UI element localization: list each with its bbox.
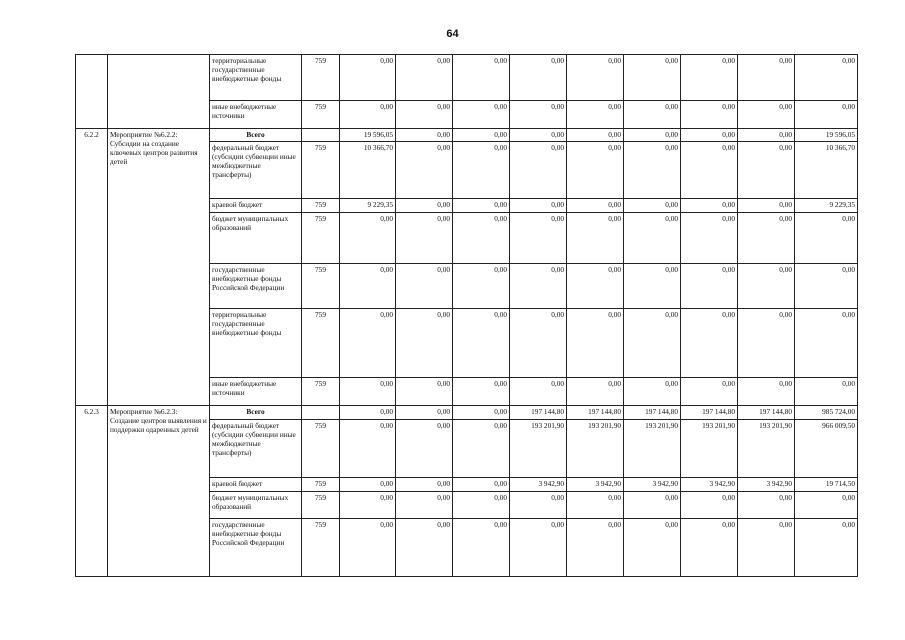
year-value: 0,00 [396, 101, 453, 129]
year-value: 0,00 [510, 142, 567, 199]
budget-code: 759 [302, 420, 340, 478]
funding-source: государственные внебюджетные фонды Российской Федерации [210, 264, 302, 309]
measure-number: 6.2.3 [76, 406, 108, 577]
year-value: 0,00 [624, 129, 681, 142]
year-value: 197 144,80 [681, 406, 738, 420]
total-value: 0,00 [795, 378, 858, 406]
budget-code: 759 [302, 101, 340, 129]
year-value: 0,00 [396, 519, 453, 577]
budget-code: 759 [302, 378, 340, 406]
year-value: 0,00 [453, 420, 510, 478]
funding-source: иные внебюджетные источники [210, 101, 302, 129]
budget-code: 759 [302, 264, 340, 309]
measure-number [76, 55, 108, 129]
budget-table-body [76, 55, 858, 577]
year-value: 0,00 [453, 213, 510, 264]
table-row [76, 129, 858, 142]
year-value: 0,00 [510, 378, 567, 406]
year-value: 0,00 [624, 213, 681, 264]
total-value: 19 596,05 [795, 129, 858, 142]
year-value: 0,00 [396, 378, 453, 406]
year-value: 0,00 [738, 519, 795, 577]
funding-source: государственные внебюджетные фонды Российской Федерации [210, 519, 302, 577]
year-value: 0,00 [453, 199, 510, 213]
year-value: 0,00 [396, 420, 453, 478]
table-row [76, 55, 858, 101]
total-value: 0,00 [795, 492, 858, 519]
year-value: 0,00 [738, 101, 795, 129]
funding-source: территориальные государственные внебюджетные фонды [210, 309, 302, 378]
year-value: 0,00 [510, 309, 567, 378]
year-value: 3 942,90 [624, 478, 681, 492]
year-value: 0,00 [396, 199, 453, 213]
year-value: 0,00 [340, 264, 396, 309]
year-value: 0,00 [567, 101, 624, 129]
year-value: 0,00 [738, 309, 795, 378]
year-value: 0,00 [681, 213, 738, 264]
year-value: 0,00 [681, 264, 738, 309]
year-value: 0,00 [396, 492, 453, 519]
year-value: 0,00 [624, 142, 681, 199]
year-value: 197 144,80 [567, 406, 624, 420]
year-value: 0,00 [567, 309, 624, 378]
total-value: 0,00 [795, 213, 858, 264]
year-value: 0,00 [340, 478, 396, 492]
year-value: 0,00 [510, 129, 567, 142]
year-value: 0,00 [510, 199, 567, 213]
year-value: 0,00 [624, 309, 681, 378]
year-value: 0,00 [453, 309, 510, 378]
year-value: 0,00 [624, 378, 681, 406]
year-value: 0,00 [624, 492, 681, 519]
year-value: 193 201,90 [738, 420, 795, 478]
year-value: 0,00 [567, 492, 624, 519]
year-value: 0,00 [510, 492, 567, 519]
funding-source: бюджет муниципальных образований [210, 213, 302, 264]
year-value: 0,00 [567, 213, 624, 264]
year-value: 0,00 [396, 213, 453, 264]
total-value: 0,00 [795, 264, 858, 309]
total-value: 9 229,35 [795, 199, 858, 213]
year-value: 0,00 [340, 309, 396, 378]
year-value: 0,00 [681, 492, 738, 519]
total-value: 966 009,50 [795, 420, 858, 478]
funding-source: федеральный бюджет (субсидии субвенции иные межбюджетные трансферты) [210, 420, 302, 478]
total-value: 0,00 [795, 519, 858, 577]
year-value: 0,00 [738, 492, 795, 519]
year-value: 0,00 [396, 478, 453, 492]
budget-code: 759 [302, 519, 340, 577]
budget-code: 759 [302, 309, 340, 378]
year-value: 0,00 [681, 378, 738, 406]
year-value: 0,00 [738, 213, 795, 264]
year-value: 0,00 [624, 519, 681, 577]
year-value: 197 144,80 [510, 406, 567, 420]
year-value: 0,00 [567, 519, 624, 577]
year-value: 197 144,80 [738, 406, 795, 420]
budget-code: 759 [302, 478, 340, 492]
year-value: 0,00 [738, 378, 795, 406]
year-value: 0,00 [681, 199, 738, 213]
budget-code: 759 [302, 213, 340, 264]
year-value: 0,00 [453, 519, 510, 577]
year-value: 0,00 [681, 55, 738, 101]
year-value: 0,00 [624, 199, 681, 213]
measure-name [108, 55, 210, 129]
year-value: 0,00 [567, 199, 624, 213]
year-value: 0,00 [681, 101, 738, 129]
year-value: 193 201,90 [567, 420, 624, 478]
funding-source: Всего [210, 406, 302, 420]
year-value: 0,00 [681, 519, 738, 577]
year-value: 0,00 [567, 264, 624, 309]
budget-code [302, 129, 340, 142]
year-value: 3 942,90 [738, 478, 795, 492]
year-value: 0,00 [340, 101, 396, 129]
year-value: 0,00 [396, 129, 453, 142]
year-value: 0,00 [624, 264, 681, 309]
year-value: 0,00 [340, 55, 396, 101]
year-value: 0,00 [340, 519, 396, 577]
year-value: 0,00 [396, 406, 453, 420]
budget-table [75, 54, 858, 577]
year-value: 0,00 [453, 406, 510, 420]
year-value: 197 144,80 [624, 406, 681, 420]
year-value: 0,00 [340, 420, 396, 478]
funding-source: территориальные государственные внебюджетные фонды [210, 55, 302, 101]
year-value: 0,00 [453, 55, 510, 101]
year-value: 0,00 [453, 264, 510, 309]
year-value: 0,00 [510, 519, 567, 577]
funding-source: иные внебюджетные источники [210, 378, 302, 406]
year-value: 0,00 [738, 55, 795, 101]
year-value: 0,00 [453, 478, 510, 492]
year-value: 0,00 [681, 309, 738, 378]
year-value: 193 201,90 [624, 420, 681, 478]
year-value: 0,00 [453, 129, 510, 142]
total-value: 0,00 [795, 101, 858, 129]
total-value: 0,00 [795, 55, 858, 101]
funding-source: федеральный бюджет (субсидии субвенции иные межбюджетные трансферты) [210, 142, 302, 199]
funding-source: краевой бюджет [210, 199, 302, 213]
year-value: 0,00 [396, 55, 453, 101]
budget-code: 759 [302, 492, 340, 519]
total-value: 19 714,50 [795, 478, 858, 492]
year-value: 0,00 [738, 129, 795, 142]
year-value: 0,00 [738, 199, 795, 213]
budget-code: 759 [302, 142, 340, 199]
total-value: 0,00 [795, 309, 858, 378]
measure-name: Мероприятие №6.2.3: Создание центров выявления и поддержки одаренных детей [108, 406, 210, 577]
year-value: 3 942,90 [567, 478, 624, 492]
budget-code: 759 [302, 199, 340, 213]
year-value: 19 596,05 [340, 129, 396, 142]
year-value: 0,00 [681, 129, 738, 142]
year-value: 10 366,70 [340, 142, 396, 199]
year-value: 193 201,90 [681, 420, 738, 478]
funding-source: краевой бюджет [210, 478, 302, 492]
year-value: 0,00 [567, 378, 624, 406]
year-value: 0,00 [567, 142, 624, 199]
funding-source: бюджет муниципальных образований [210, 492, 302, 519]
year-value: 3 942,90 [510, 478, 567, 492]
year-value: 0,00 [340, 378, 396, 406]
year-value: 0,00 [510, 55, 567, 101]
year-value: 3 942,90 [681, 478, 738, 492]
year-value: 0,00 [396, 142, 453, 199]
year-value: 0,00 [567, 129, 624, 142]
table-row [76, 406, 858, 420]
measure-name: Мероприятие №6.2.2: Субсидии на создание ключевых центров развития детей [108, 129, 210, 406]
budget-code: 759 [302, 55, 340, 101]
year-value: 193 201,90 [510, 420, 567, 478]
year-value: 0,00 [624, 101, 681, 129]
year-value: 0,00 [453, 378, 510, 406]
page-number: 64 [446, 28, 459, 40]
year-value: 0,00 [396, 264, 453, 309]
year-value: 0,00 [510, 264, 567, 309]
year-value: 0,00 [340, 492, 396, 519]
budget-code [302, 406, 340, 420]
year-value: 0,00 [624, 55, 681, 101]
year-value: 0,00 [340, 213, 396, 264]
funding-source: Всего [210, 129, 302, 142]
total-value: 10 366,70 [795, 142, 858, 199]
year-value: 0,00 [453, 142, 510, 199]
measure-number: 6.2.2 [76, 129, 108, 406]
year-value: 0,00 [567, 55, 624, 101]
total-value: 985 724,00 [795, 406, 858, 420]
year-value: 0,00 [510, 213, 567, 264]
year-value: 0,00 [681, 142, 738, 199]
year-value: 0,00 [453, 101, 510, 129]
year-value: 9 229,35 [340, 199, 396, 213]
year-value: 0,00 [453, 492, 510, 519]
year-value: 0,00 [738, 264, 795, 309]
year-value: 0,00 [510, 101, 567, 129]
year-value: 0,00 [738, 142, 795, 199]
year-value: 0,00 [340, 406, 396, 420]
year-value: 0,00 [396, 309, 453, 378]
